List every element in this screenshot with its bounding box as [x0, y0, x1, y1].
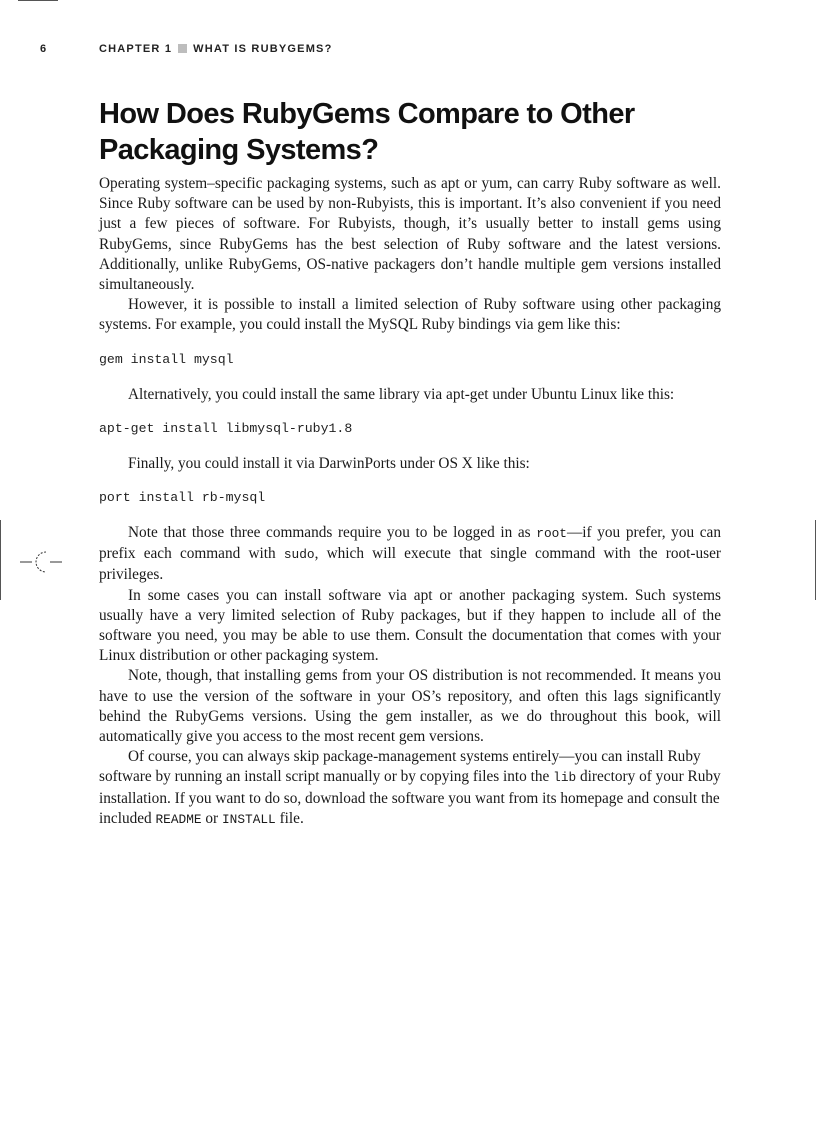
code-port-install: port install rb-mysql — [99, 490, 266, 506]
crop-mark-top — [18, 0, 58, 1]
code-apt-get-install: apt-get install libmysql-ruby1.8 — [99, 420, 353, 436]
crop-mark-left-vertical — [0, 520, 1, 600]
inline-code-install: INSTALL — [221, 811, 276, 827]
paragraph-7: Note, though, that installing gems from your OS distribution is not recommended. It means you have to use the version of the software in your OS’s repository, and often this lags significantly behind the RubyGems versions. Using the gem installer, as we do throughout this book, will automatically give you access to the most recent gem versions. — [99, 667, 721, 746]
code-gem-install: gem install mysql — [99, 351, 234, 367]
chapter-title: WHAT IS RUBYGEMS? — [193, 43, 333, 55]
separator-square-icon — [178, 44, 187, 53]
text-run: Note that those three commands require you to be logged in as — [128, 524, 537, 542]
paragraph-1: Operating system–specific packaging systems, such as apt or yum, can carry Ruby software as well. Since Ruby software can be used by non-Rubyists, this is important. It’s also convenient if you need just a few pieces of software. For Rubyists, though, it’s usually better to install gems using RubyGems, since RubyGems has the best selection of Ruby software and the latest versions. Additionally, unlike RubyGems, OS-native packagers don’t handle multiple gem versions installed simultaneously. — [99, 175, 721, 294]
section-title: How Does RubyGems Compare to Other Packaging Systems? — [99, 98, 635, 166]
inline-code-root: root — [536, 526, 567, 542]
text-run: —if you prefer, you can prefix each command with — [99, 524, 721, 563]
paragraph-6: In some cases you can install software via apt or another packaging system. Such systems usually have a very limited selection of Ruby packages, but if they happen to include all of the software you need, you may be able to use them. Consult the documentation that comes with your Linux distribution or other packaging system. — [99, 586, 721, 665]
chapter-label: CHAPTER 1 — [99, 43, 173, 55]
registration-mark-icon — [18, 550, 64, 574]
text-run: Of course, you can always skip package-management systems entirely—you can install Ruby software by running an install script manually or by copying files into the — [99, 748, 701, 786]
inline-code-readme: README — [155, 811, 202, 827]
paragraph-8 — [99, 747, 721, 830]
paragraph-4: Finally, you could install it via DarwinPorts under OS X like this: — [128, 454, 530, 472]
paragraph-3: Alternatively, you could install the same library via apt-get under Ubuntu Linux like this: — [128, 385, 675, 403]
text-run: file. — [275, 809, 304, 827]
page-number: 6 — [40, 43, 48, 55]
text-run: or — [201, 809, 222, 827]
inline-code-sudo: sudo — [283, 547, 315, 563]
page-content — [99, 96, 721, 830]
running-header — [40, 43, 776, 59]
paragraph-2: However, it is possible to install a limited selection of Ruby software using other packaging systems. For example, you could install the MySQL Ruby bindings via gem like this: — [99, 296, 721, 334]
chapter-heading — [99, 43, 333, 55]
paragraph-5 — [99, 523, 721, 586]
inline-code-lib: lib — [553, 770, 577, 786]
text-run: directory of your Ruby installation. If you want to do so, download the software you want from its homepage and consult the included — [99, 768, 721, 827]
text-run: , which will execute that single command with the root-user privileges. — [99, 545, 721, 584]
